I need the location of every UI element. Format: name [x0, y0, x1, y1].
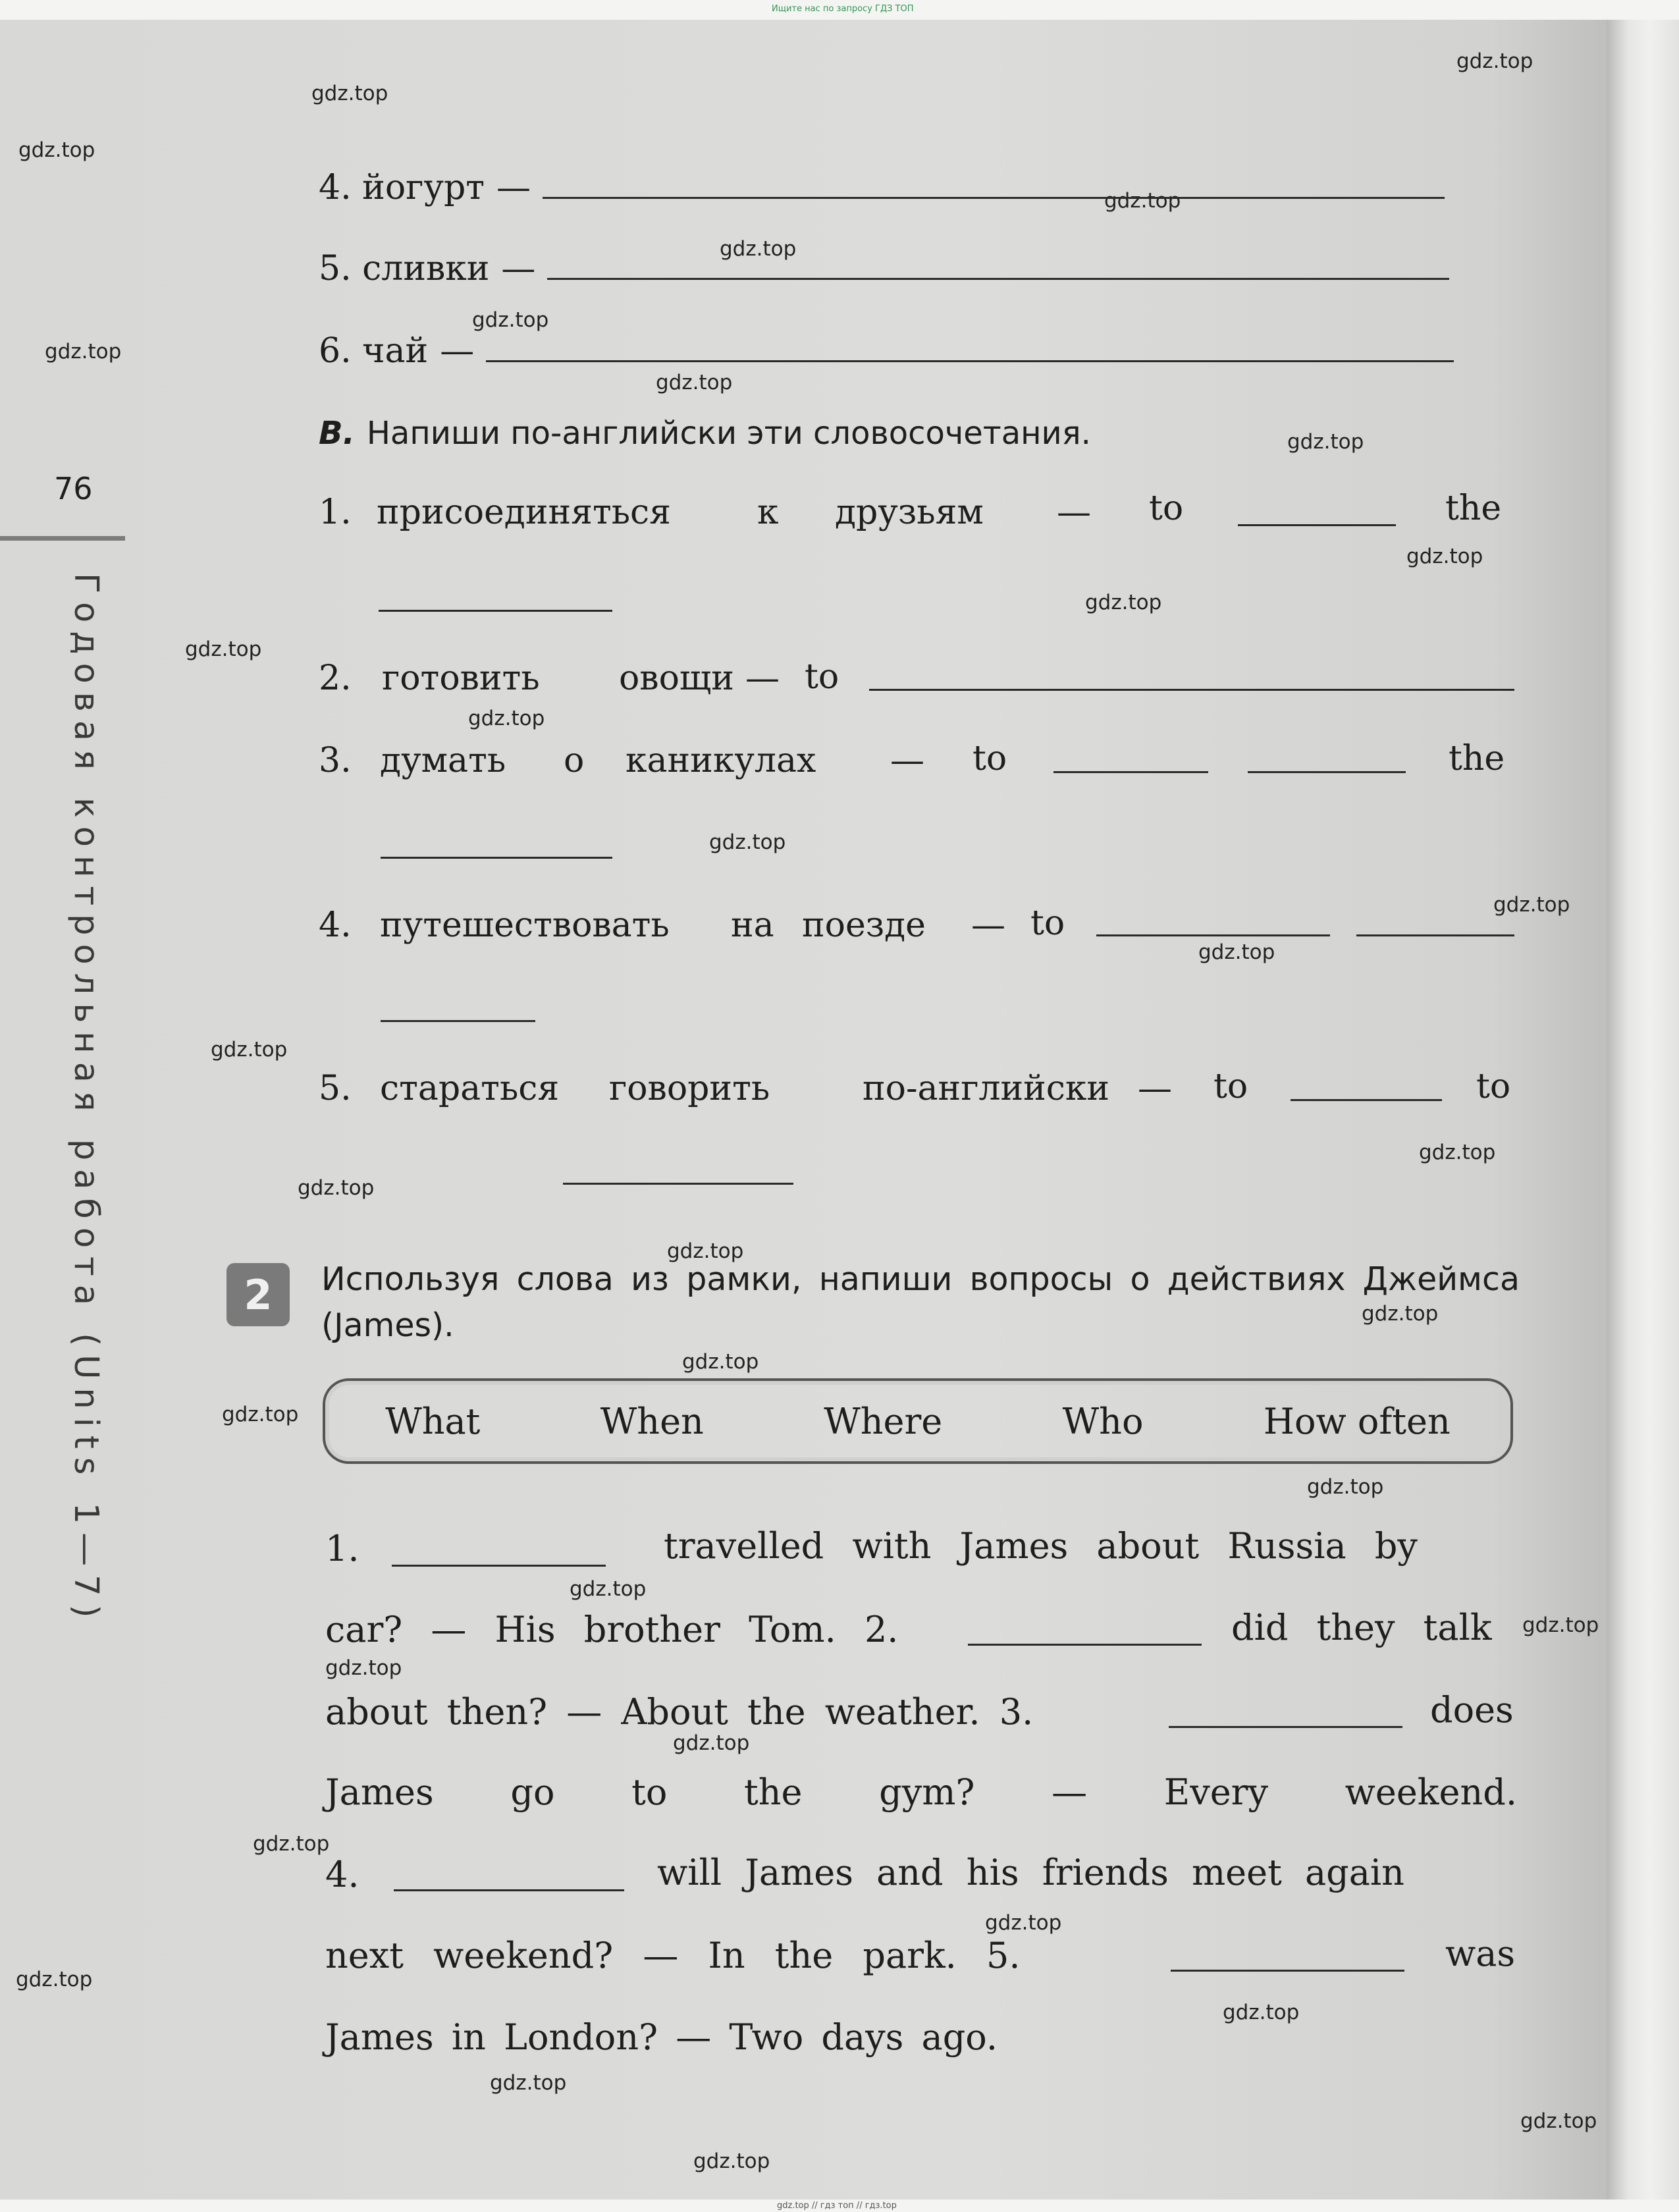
b1-w3: друзьям	[835, 493, 984, 532]
task-number-badge: 2	[227, 1263, 290, 1326]
b2-dash: —	[745, 659, 780, 698]
word-box-item: What	[385, 1400, 481, 1442]
b3-the: the	[1449, 739, 1505, 778]
answer-blank[interactable]	[486, 360, 1454, 362]
b4-w2: на	[731, 905, 774, 945]
watermark: gdz.top	[709, 830, 786, 854]
q1-num: 1.	[325, 1528, 360, 1569]
b3-to: to	[973, 739, 1007, 778]
b1-w1: присоединяться	[377, 493, 671, 532]
watermark: gdz.top	[720, 237, 797, 261]
margin-rule	[0, 536, 125, 541]
watermark: gdz.top	[1522, 1613, 1599, 1637]
para-line-2b: did they talk	[1231, 1607, 1492, 1648]
watermark: gdz.top	[1287, 430, 1364, 454]
watermark: gdz.top	[18, 138, 95, 162]
page-number: 76	[54, 471, 93, 506]
b4-w3: поезде	[802, 905, 926, 945]
watermark: gdz.top	[1307, 1475, 1384, 1499]
word-box	[323, 1378, 1513, 1464]
watermark: gdz.top	[985, 1911, 1062, 1935]
b2-num: 2.	[319, 659, 352, 698]
answer-blank[interactable]	[1291, 1098, 1442, 1101]
b2-w2: овощи	[619, 659, 734, 698]
watermark: gdz.top	[311, 82, 388, 105]
answer-blank[interactable]	[543, 196, 1445, 199]
watermark: gdz.top	[253, 1832, 330, 1856]
answer-blank[interactable]	[1356, 934, 1514, 936]
watermark: gdz.top	[1085, 591, 1162, 614]
watermark: gdz.top	[667, 1239, 744, 1263]
para-line-7: James in London? — Two days ago.	[325, 2016, 998, 2058]
para-line-3b: does	[1430, 1689, 1514, 1731]
b1-num: 1.	[319, 493, 352, 532]
answer-blank[interactable]	[394, 1889, 624, 1891]
answer-blank[interactable]	[381, 1019, 535, 1022]
watermark: gdz.top	[16, 1968, 93, 1991]
para-line-5a: 4.	[325, 1854, 360, 1895]
b3-w1: думать	[380, 741, 506, 780]
para-line-6b: was	[1445, 1933, 1516, 1974]
para-line-4: James go to the gym? — Every weekend.	[325, 1771, 1517, 1813]
answer-blank[interactable]	[1238, 524, 1396, 526]
watermark: gdz.top	[1456, 49, 1533, 73]
b3-dash: —	[890, 741, 924, 780]
watermark: gdz.top	[1198, 940, 1275, 964]
watermark: gdz.top	[222, 1403, 299, 1426]
b4-dash: —	[971, 905, 1005, 945]
bottom-note: gdz.top // гдз топ // гдз.top	[777, 2201, 897, 2211]
watermark: gdz.top	[1493, 893, 1570, 917]
watermark: gdz.top	[1406, 545, 1483, 568]
b4-to: to	[1030, 904, 1065, 943]
b5-w2: говорить	[609, 1069, 770, 1108]
watermark: gdz.top	[673, 1731, 750, 1755]
list-a-item: 6. чай —	[319, 331, 1454, 371]
watermark: gdz.top	[325, 1656, 402, 1680]
answer-blank[interactable]	[379, 609, 612, 612]
answer-blank[interactable]	[1096, 934, 1330, 936]
answer-blank[interactable]	[1171, 1969, 1404, 1972]
top-note: Ищите нас по запросу ГДЗ ТОП	[772, 4, 914, 14]
side-title: Годовая контрольная работа (Units 1—7)	[67, 573, 105, 1627]
watermark: gdz.top	[185, 637, 262, 661]
para-line-6a: next weekend? — In the park. 5.	[325, 1935, 1021, 1976]
watermark: gdz.top	[211, 1038, 288, 1062]
watermark: gdz.top	[1419, 1141, 1496, 1164]
b1-to: to	[1149, 489, 1184, 528]
task-2-instruction: Используя слова из рамки, напиши вопросы о действиях Джеймса (James).	[321, 1260, 1520, 1344]
watermark: gdz.top	[1104, 189, 1181, 213]
b5-to2: to	[1476, 1067, 1511, 1106]
b4-num: 4.	[319, 905, 352, 945]
b1-w2: к	[757, 493, 779, 532]
para-line-1: travelled with James about Russia by	[664, 1525, 1418, 1567]
watermark: gdz.top	[472, 308, 549, 332]
answer-blank[interactable]	[563, 1182, 793, 1185]
answer-blank[interactable]	[392, 1564, 606, 1567]
answer-blank[interactable]	[547, 277, 1449, 280]
b1-dash: —	[1057, 493, 1091, 532]
answer-blank[interactable]	[968, 1643, 1202, 1646]
section-b-heading: B. Напиши по-английски эти словосочетания.	[319, 415, 1091, 452]
watermark: gdz.top	[1520, 2109, 1597, 2133]
b5-to: to	[1213, 1067, 1248, 1106]
list-a-item: 5. сливки —	[319, 249, 1449, 288]
para-line-2a: car? — His brother Tom. 2.	[325, 1609, 899, 1650]
b3-num: 3.	[319, 741, 352, 780]
b4-w1: путешествовать	[380, 905, 670, 945]
b5-w1: стараться	[380, 1069, 560, 1108]
b3-w2: о	[564, 741, 585, 780]
watermark: gdz.top	[1223, 2001, 1300, 2024]
word-box-item: Who	[1062, 1400, 1144, 1442]
watermark: gdz.top	[1362, 1302, 1439, 1326]
list-a-item: 4. йогурт —	[319, 168, 1445, 207]
b2-to: to	[805, 657, 840, 697]
b5-w3: по-английски	[863, 1069, 1110, 1108]
word-box-item: When	[600, 1400, 704, 1442]
answer-blank[interactable]	[1053, 770, 1208, 773]
b5-num: 5.	[319, 1069, 352, 1108]
b1-the: the	[1445, 489, 1502, 528]
answer-blank[interactable]	[1248, 770, 1406, 773]
b3-w3: каникулах	[626, 741, 816, 780]
watermark: gdz.top	[693, 2149, 770, 2173]
answer-blank[interactable]	[381, 856, 612, 859]
b2-w1: готовить	[382, 659, 540, 698]
watermark: gdz.top	[490, 2071, 567, 2095]
watermark: gdz.top	[468, 707, 545, 730]
para-line-3a: about then? — About the weather. 3.	[325, 1691, 1034, 1733]
watermark: gdz.top	[45, 340, 122, 364]
word-box-item: Where	[824, 1400, 943, 1442]
answer-blank[interactable]	[1169, 1725, 1402, 1728]
watermark: gdz.top	[682, 1350, 759, 1374]
watermark: gdz.top	[298, 1176, 375, 1200]
b5-dash: —	[1138, 1069, 1172, 1108]
watermark: gdz.top	[570, 1577, 647, 1601]
answer-blank[interactable]	[869, 688, 1514, 691]
book-spine	[1607, 0, 1679, 2212]
word-box-item: How often	[1263, 1400, 1451, 1442]
para-line-5b: will James and his friends meet again	[657, 1852, 1404, 1893]
watermark: gdz.top	[656, 371, 733, 394]
